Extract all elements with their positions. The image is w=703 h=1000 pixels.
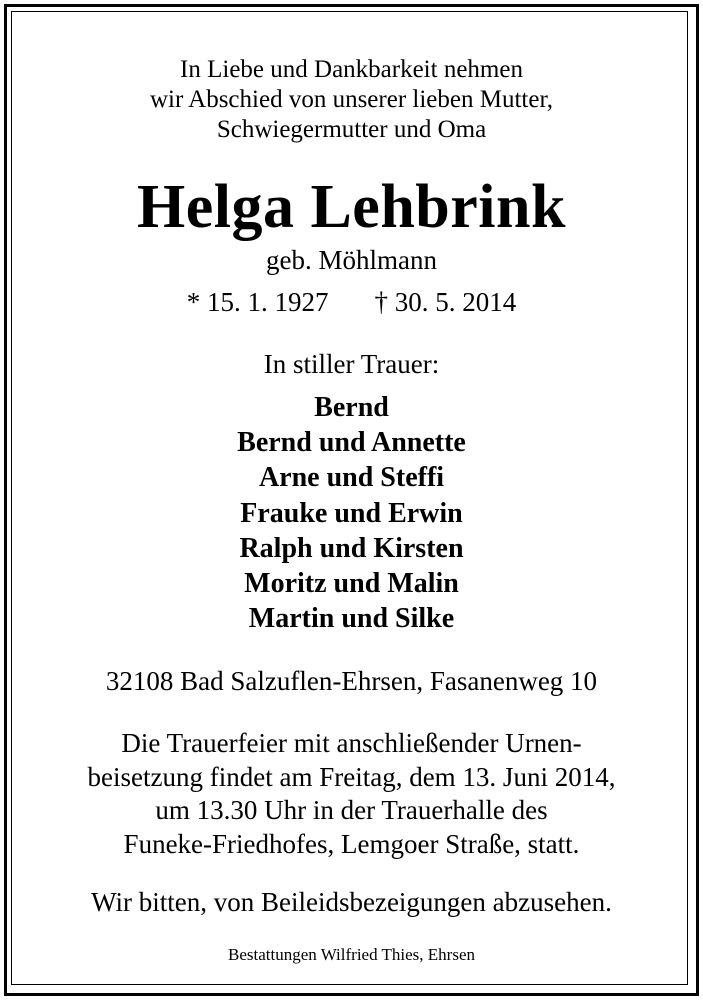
mourner-name: Frauke und Erwin xyxy=(240,498,463,529)
mourner-name: Bernd und Annette xyxy=(237,427,466,458)
undertaker: Bestattungen Wilfried Thies, Ehrsen xyxy=(227,945,476,964)
funeral-info-line: Funeke-Friedhofes, Lemgoer Straße, statt. xyxy=(123,829,580,859)
intro-line: wir Abschied von unserer lieben Mutter, xyxy=(149,86,554,113)
funeral-info-line: Die Trauerfeier mit anschließender Urnen- xyxy=(121,728,582,758)
birth-date: * 15. 1. 1927 xyxy=(186,287,329,317)
mourner-name: Arne und Steffi xyxy=(258,462,445,493)
deceased-name: Helga Lehbrink xyxy=(136,173,566,241)
address: 32108 Bad Salzuflen-Ehrsen, Fasanenweg 10 xyxy=(105,666,598,696)
intro-line: Schwiegermutter und Oma xyxy=(216,116,487,143)
closing-note: Wir bitten, von Beileidsbezeigungen abzusehen. xyxy=(91,887,612,917)
mourner-name: Bernd xyxy=(314,392,389,423)
life-dates xyxy=(0,286,703,318)
intro-line: In Liebe und Dankbarkeit nehmen xyxy=(180,56,523,83)
funeral-info-line: beisetzung findet am Freitag, dem 13. Juni 2014, xyxy=(87,762,616,792)
birth-name: geb. Möhlmann xyxy=(266,245,437,275)
mourner-name: Martin und Silke xyxy=(248,603,455,634)
funeral-info-line: um 13.30 Uhr in der Trauerhalle des xyxy=(155,795,548,825)
death-date: † 30. 5. 2014 xyxy=(374,287,517,317)
mourning-heading: In stiller Trauer: xyxy=(263,349,440,379)
mourner-name: Ralph und Kirsten xyxy=(239,533,464,564)
mourner-name: Moritz und Malin xyxy=(244,568,459,599)
